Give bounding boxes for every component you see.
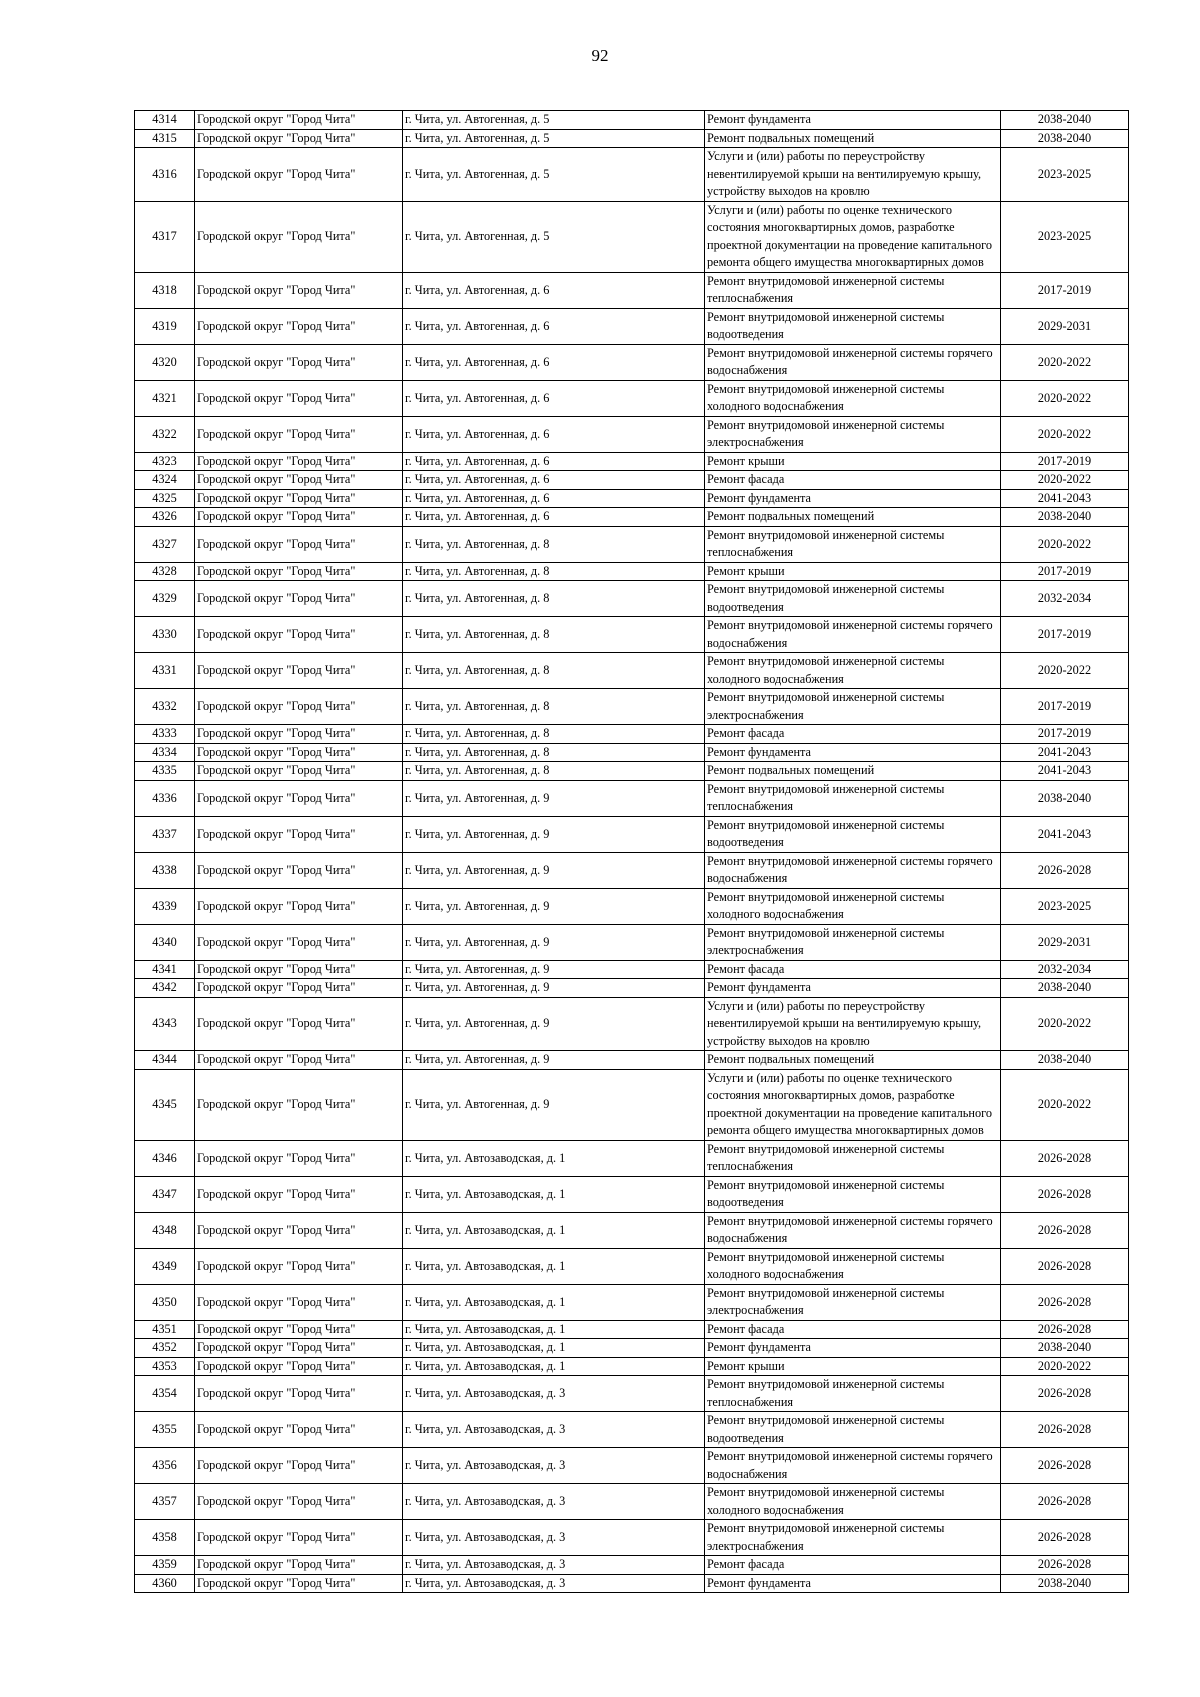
period-cell: 2020-2022 xyxy=(1001,344,1129,380)
row-number: 4341 xyxy=(135,960,195,979)
work-type-cell: Ремонт внутридомовой инженерной системы электроснабжения xyxy=(705,1520,1001,1556)
table-row xyxy=(135,308,1129,344)
address-cell: г. Чита, ул. Автогенная, д. 6 xyxy=(403,452,705,471)
work-type-cell: Ремонт фундамента xyxy=(705,1574,1001,1593)
municipality-cell: Городской округ "Город Чита" xyxy=(195,1051,403,1070)
municipality-cell: Городской округ "Город Чита" xyxy=(195,1248,403,1284)
period-cell: 2017-2019 xyxy=(1001,452,1129,471)
address-cell: г. Чита, ул. Автогенная, д. 8 xyxy=(403,762,705,781)
address-cell: г. Чита, ул. Автогенная, д. 5 xyxy=(403,129,705,148)
period-cell: 2026-2028 xyxy=(1001,1520,1129,1556)
row-number: 4359 xyxy=(135,1556,195,1575)
work-type-cell: Ремонт крыши xyxy=(705,562,1001,581)
period-cell: 2026-2028 xyxy=(1001,1212,1129,1248)
table-row xyxy=(135,508,1129,527)
row-number: 4319 xyxy=(135,308,195,344)
municipality-cell: Городской округ "Город Чита" xyxy=(195,1574,403,1593)
work-type-cell: Ремонт внутридомовой инженерной системы холодного водоснабжения xyxy=(705,1484,1001,1520)
address-cell: г. Чита, ул. Автозаводская, д. 1 xyxy=(403,1320,705,1339)
municipality-cell: Городской округ "Город Чита" xyxy=(195,1484,403,1520)
work-type-cell: Ремонт внутридомовой инженерной системы горячего водоснабжения xyxy=(705,617,1001,653)
work-type-cell: Ремонт подвальных помещений xyxy=(705,508,1001,527)
municipality-cell: Городской округ "Город Чита" xyxy=(195,852,403,888)
table-row xyxy=(135,852,1129,888)
address-cell: г. Чита, ул. Автогенная, д. 9 xyxy=(403,816,705,852)
municipality-cell: Городской округ "Город Чита" xyxy=(195,526,403,562)
address-cell: г. Чита, ул. Автозаводская, д. 3 xyxy=(403,1376,705,1412)
municipality-cell: Городской округ "Город Чита" xyxy=(195,1212,403,1248)
work-type-cell: Ремонт фасада xyxy=(705,471,1001,490)
period-cell: 2041-2043 xyxy=(1001,743,1129,762)
address-cell: г. Чита, ул. Автозаводская, д. 3 xyxy=(403,1574,705,1593)
period-cell: 2038-2040 xyxy=(1001,111,1129,130)
table-row xyxy=(135,344,1129,380)
table-row xyxy=(135,1556,1129,1575)
table-row xyxy=(135,1574,1129,1593)
work-type-cell: Ремонт фундамента xyxy=(705,743,1001,762)
row-number: 4346 xyxy=(135,1140,195,1176)
address-cell: г. Чита, ул. Автогенная, д. 9 xyxy=(403,780,705,816)
address-cell: г. Чита, ул. Автозаводская, д. 3 xyxy=(403,1556,705,1575)
period-cell: 2029-2031 xyxy=(1001,308,1129,344)
period-cell: 2017-2019 xyxy=(1001,562,1129,581)
period-cell: 2017-2019 xyxy=(1001,725,1129,744)
period-cell: 2026-2028 xyxy=(1001,1140,1129,1176)
municipality-cell: Городской округ "Город Чита" xyxy=(195,272,403,308)
period-cell: 2026-2028 xyxy=(1001,1248,1129,1284)
table-row xyxy=(135,960,1129,979)
address-cell: г. Чита, ул. Автогенная, д. 6 xyxy=(403,489,705,508)
table-row xyxy=(135,489,1129,508)
period-cell: 2026-2028 xyxy=(1001,852,1129,888)
work-type-cell: Ремонт внутридомовой инженерной системы водоотведения xyxy=(705,581,1001,617)
period-cell: 2026-2028 xyxy=(1001,1376,1129,1412)
work-type-cell: Ремонт внутридомовой инженерной системы водоотведения xyxy=(705,816,1001,852)
table-row xyxy=(135,1520,1129,1556)
work-type-cell: Услуги и (или) работы по оценке технического состояния многоквартирных домов, разработке проектной документации на проведение капитального ремонта общего имущества многоквартирных домов xyxy=(705,201,1001,272)
row-number: 4324 xyxy=(135,471,195,490)
row-number: 4326 xyxy=(135,508,195,527)
period-cell: 2038-2040 xyxy=(1001,1339,1129,1358)
row-number: 4352 xyxy=(135,1339,195,1358)
work-type-cell: Ремонт крыши xyxy=(705,452,1001,471)
municipality-cell: Городской округ "Город Чита" xyxy=(195,471,403,490)
row-number: 4339 xyxy=(135,888,195,924)
address-cell: г. Чита, ул. Автогенная, д. 9 xyxy=(403,1069,705,1140)
municipality-cell: Городской округ "Город Чита" xyxy=(195,816,403,852)
period-cell: 2026-2028 xyxy=(1001,1556,1129,1575)
municipality-cell: Городской округ "Город Чита" xyxy=(195,762,403,781)
table-row xyxy=(135,526,1129,562)
municipality-cell: Городской округ "Город Чита" xyxy=(195,780,403,816)
work-type-cell: Ремонт внутридомовой инженерной системы холодного водоснабжения xyxy=(705,380,1001,416)
work-type-cell: Ремонт внутридомовой инженерной системы теплоснабжения xyxy=(705,780,1001,816)
municipality-cell: Городской округ "Город Чита" xyxy=(195,1520,403,1556)
municipality-cell: Городской округ "Город Чита" xyxy=(195,452,403,471)
address-cell: г. Чита, ул. Автогенная, д. 8 xyxy=(403,526,705,562)
period-cell: 2026-2028 xyxy=(1001,1284,1129,1320)
row-number: 4320 xyxy=(135,344,195,380)
table-row xyxy=(135,1412,1129,1448)
work-type-cell: Ремонт внутридомовой инженерной системы водоотведения xyxy=(705,1176,1001,1212)
period-cell: 2026-2028 xyxy=(1001,1412,1129,1448)
municipality-cell: Городской округ "Город Чита" xyxy=(195,1320,403,1339)
municipality-cell: Городской округ "Город Чита" xyxy=(195,129,403,148)
period-cell: 2020-2022 xyxy=(1001,526,1129,562)
address-cell: г. Чита, ул. Автозаводская, д. 1 xyxy=(403,1357,705,1376)
municipality-cell: Городской округ "Город Чита" xyxy=(195,581,403,617)
row-number: 4323 xyxy=(135,452,195,471)
table-row xyxy=(135,725,1129,744)
period-cell: 2023-2025 xyxy=(1001,888,1129,924)
period-cell: 2020-2022 xyxy=(1001,416,1129,452)
row-number: 4344 xyxy=(135,1051,195,1070)
row-number: 4332 xyxy=(135,689,195,725)
work-type-cell: Ремонт внутридомовой инженерной системы горячего водоснабжения xyxy=(705,852,1001,888)
period-cell: 2017-2019 xyxy=(1001,689,1129,725)
address-cell: г. Чита, ул. Автозаводская, д. 3 xyxy=(403,1448,705,1484)
address-cell: г. Чита, ул. Автозаводская, д. 1 xyxy=(403,1339,705,1358)
period-cell: 2038-2040 xyxy=(1001,508,1129,527)
work-type-cell: Услуги и (или) работы по переустройству невентилируемой крыши на вентилируемую крышу, устройству выходов на кровлю xyxy=(705,997,1001,1051)
municipality-cell: Городской округ "Город Чита" xyxy=(195,416,403,452)
period-cell: 2023-2025 xyxy=(1001,148,1129,202)
address-cell: г. Чита, ул. Автогенная, д. 9 xyxy=(403,852,705,888)
municipality-cell: Городской округ "Город Чита" xyxy=(195,1556,403,1575)
row-number: 4350 xyxy=(135,1284,195,1320)
period-cell: 2020-2022 xyxy=(1001,1069,1129,1140)
address-cell: г. Чита, ул. Автогенная, д. 6 xyxy=(403,308,705,344)
row-number: 4356 xyxy=(135,1448,195,1484)
period-cell: 2020-2022 xyxy=(1001,653,1129,689)
municipality-cell: Городской округ "Город Чита" xyxy=(195,1412,403,1448)
address-cell: г. Чита, ул. Автогенная, д. 6 xyxy=(403,344,705,380)
table-row xyxy=(135,129,1129,148)
municipality-cell: Городской округ "Город Чита" xyxy=(195,308,403,344)
row-number: 4318 xyxy=(135,272,195,308)
address-cell: г. Чита, ул. Автогенная, д. 8 xyxy=(403,617,705,653)
work-type-cell: Ремонт внутридомовой инженерной системы горячего водоснабжения xyxy=(705,1448,1001,1484)
municipality-cell: Городской округ "Город Чита" xyxy=(195,1376,403,1412)
municipality-cell: Городской округ "Город Чита" xyxy=(195,1357,403,1376)
work-type-cell: Ремонт подвальных помещений xyxy=(705,129,1001,148)
work-type-cell: Ремонт внутридомовой инженерной системы теплоснабжения xyxy=(705,526,1001,562)
period-cell: 2026-2028 xyxy=(1001,1484,1129,1520)
work-type-cell: Ремонт внутридомовой инженерной системы горячего водоснабжения xyxy=(705,344,1001,380)
row-number: 4351 xyxy=(135,1320,195,1339)
work-type-cell: Услуги и (или) работы по оценке технического состояния многоквартирных домов, разработке проектной документации на проведение капитального ремонта общего имущества многоквартирных домов xyxy=(705,1069,1001,1140)
address-cell: г. Чита, ул. Автозаводская, д. 1 xyxy=(403,1140,705,1176)
address-cell: г. Чита, ул. Автогенная, д. 9 xyxy=(403,888,705,924)
period-cell: 2038-2040 xyxy=(1001,979,1129,998)
work-type-cell: Ремонт внутридомовой инженерной системы теплоснабжения xyxy=(705,272,1001,308)
table-row xyxy=(135,380,1129,416)
period-cell: 2017-2019 xyxy=(1001,272,1129,308)
municipality-cell: Городской округ "Город Чита" xyxy=(195,924,403,960)
table-row xyxy=(135,1484,1129,1520)
period-cell: 2038-2040 xyxy=(1001,780,1129,816)
work-type-cell: Ремонт внутридомовой инженерной системы электроснабжения xyxy=(705,1284,1001,1320)
work-type-cell: Ремонт внутридомовой инженерной системы электроснабжения xyxy=(705,689,1001,725)
address-cell: г. Чита, ул. Автогенная, д. 9 xyxy=(403,1051,705,1070)
row-number: 4342 xyxy=(135,979,195,998)
row-number: 4316 xyxy=(135,148,195,202)
row-number: 4348 xyxy=(135,1212,195,1248)
work-type-cell: Ремонт внутридомовой инженерной системы горячего водоснабжения xyxy=(705,1212,1001,1248)
municipality-cell: Городской округ "Город Чита" xyxy=(195,1176,403,1212)
table-row xyxy=(135,1212,1129,1248)
municipality-cell: Городской округ "Город Чита" xyxy=(195,1140,403,1176)
period-cell: 2020-2022 xyxy=(1001,380,1129,416)
row-number: 4354 xyxy=(135,1376,195,1412)
address-cell: г. Чита, ул. Автозаводская, д. 3 xyxy=(403,1484,705,1520)
table-row xyxy=(135,471,1129,490)
work-type-cell: Ремонт внутридомовой инженерной системы холодного водоснабжения xyxy=(705,1248,1001,1284)
work-type-cell: Ремонт фасада xyxy=(705,1556,1001,1575)
address-cell: г. Чита, ул. Автозаводская, д. 3 xyxy=(403,1412,705,1448)
period-cell: 2026-2028 xyxy=(1001,1448,1129,1484)
page-number: 92 xyxy=(591,46,609,65)
work-type-cell: Ремонт крыши xyxy=(705,1357,1001,1376)
municipality-cell: Городской округ "Город Чита" xyxy=(195,725,403,744)
address-cell: г. Чита, ул. Автогенная, д. 8 xyxy=(403,743,705,762)
period-cell: 2023-2025 xyxy=(1001,201,1129,272)
address-cell: г. Чита, ул. Автозаводская, д. 1 xyxy=(403,1284,705,1320)
row-number: 4325 xyxy=(135,489,195,508)
address-cell: г. Чита, ул. Автогенная, д. 8 xyxy=(403,653,705,689)
table-row xyxy=(135,581,1129,617)
table-row xyxy=(135,1339,1129,1358)
period-cell: 2026-2028 xyxy=(1001,1320,1129,1339)
work-type-cell: Ремонт подвальных помещений xyxy=(705,762,1001,781)
row-number: 4315 xyxy=(135,129,195,148)
row-number: 4360 xyxy=(135,1574,195,1593)
period-cell: 2020-2022 xyxy=(1001,471,1129,490)
work-type-cell: Ремонт фасада xyxy=(705,1320,1001,1339)
row-number: 4331 xyxy=(135,653,195,689)
row-number: 4322 xyxy=(135,416,195,452)
period-cell: 2026-2028 xyxy=(1001,1176,1129,1212)
table-row xyxy=(135,562,1129,581)
address-cell: г. Чита, ул. Автогенная, д. 6 xyxy=(403,380,705,416)
work-type-cell: Ремонт фундамента xyxy=(705,489,1001,508)
table-row xyxy=(135,1069,1129,1140)
row-number: 4321 xyxy=(135,380,195,416)
address-cell: г. Чита, ул. Автогенная, д. 8 xyxy=(403,562,705,581)
work-type-cell: Ремонт внутридомовой инженерной системы водоотведения xyxy=(705,308,1001,344)
table-row xyxy=(135,1176,1129,1212)
period-cell: 2041-2043 xyxy=(1001,489,1129,508)
municipality-cell: Городской округ "Город Чита" xyxy=(195,617,403,653)
work-type-cell: Услуги и (или) работы по переустройству невентилируемой крыши на вентилируемую крышу, устройству выходов на кровлю xyxy=(705,148,1001,202)
municipality-cell: Городской округ "Город Чита" xyxy=(195,1069,403,1140)
address-cell: г. Чита, ул. Автозаводская, д. 1 xyxy=(403,1248,705,1284)
row-number: 4340 xyxy=(135,924,195,960)
table-row xyxy=(135,1320,1129,1339)
table-row xyxy=(135,201,1129,272)
row-number: 4338 xyxy=(135,852,195,888)
period-cell: 2038-2040 xyxy=(1001,129,1129,148)
table-row xyxy=(135,762,1129,781)
table-row xyxy=(135,888,1129,924)
period-cell: 2041-2043 xyxy=(1001,816,1129,852)
row-number: 4349 xyxy=(135,1248,195,1284)
municipality-cell: Городской округ "Город Чита" xyxy=(195,508,403,527)
row-number: 4328 xyxy=(135,562,195,581)
period-cell: 2038-2040 xyxy=(1001,1051,1129,1070)
row-number: 4333 xyxy=(135,725,195,744)
row-number: 4347 xyxy=(135,1176,195,1212)
table-row xyxy=(135,1140,1129,1176)
address-cell: г. Чита, ул. Автогенная, д. 9 xyxy=(403,960,705,979)
table-row xyxy=(135,1284,1129,1320)
row-number: 4357 xyxy=(135,1484,195,1520)
work-type-cell: Ремонт внутридомовой инженерной системы водоотведения xyxy=(705,1412,1001,1448)
address-cell: г. Чита, ул. Автогенная, д. 8 xyxy=(403,581,705,617)
municipality-cell: Городской округ "Город Чита" xyxy=(195,743,403,762)
work-type-cell: Ремонт фундамента xyxy=(705,1339,1001,1358)
municipality-cell: Городской округ "Город Чита" xyxy=(195,979,403,998)
row-number: 4355 xyxy=(135,1412,195,1448)
work-type-cell: Ремонт подвальных помещений xyxy=(705,1051,1001,1070)
municipality-cell: Городской округ "Город Чита" xyxy=(195,960,403,979)
municipality-cell: Городской округ "Город Чита" xyxy=(195,888,403,924)
table-row xyxy=(135,1357,1129,1376)
municipality-cell: Городской округ "Город Чита" xyxy=(195,489,403,508)
work-type-cell: Ремонт фундамента xyxy=(705,111,1001,130)
municipality-cell: Городской округ "Город Чита" xyxy=(195,997,403,1051)
address-cell: г. Чита, ул. Автогенная, д. 8 xyxy=(403,689,705,725)
row-number: 4334 xyxy=(135,743,195,762)
municipality-cell: Городской округ "Город Чита" xyxy=(195,1339,403,1358)
municipality-cell: Городской округ "Город Чита" xyxy=(195,689,403,725)
address-cell: г. Чита, ул. Автозаводская, д. 1 xyxy=(403,1176,705,1212)
row-number: 4327 xyxy=(135,526,195,562)
table-row xyxy=(135,1448,1129,1484)
period-cell: 2041-2043 xyxy=(1001,762,1129,781)
table-row xyxy=(135,111,1129,130)
row-number: 4317 xyxy=(135,201,195,272)
table-row xyxy=(135,743,1129,762)
address-cell: г. Чита, ул. Автогенная, д. 9 xyxy=(403,979,705,998)
address-cell: г. Чита, ул. Автогенная, д. 9 xyxy=(403,997,705,1051)
period-cell: 2020-2022 xyxy=(1001,997,1129,1051)
row-number: 4353 xyxy=(135,1357,195,1376)
row-number: 4343 xyxy=(135,997,195,1051)
work-type-cell: Ремонт внутридомовой инженерной системы теплоснабжения xyxy=(705,1140,1001,1176)
table-body xyxy=(135,111,1129,1593)
row-number: 4329 xyxy=(135,581,195,617)
table-row xyxy=(135,924,1129,960)
period-cell: 2020-2022 xyxy=(1001,1357,1129,1376)
table-row xyxy=(135,1051,1129,1070)
table-row xyxy=(135,979,1129,998)
municipality-cell: Городской округ "Город Чита" xyxy=(195,380,403,416)
period-cell: 2032-2034 xyxy=(1001,581,1129,617)
work-type-cell: Ремонт фасада xyxy=(705,960,1001,979)
period-cell: 2017-2019 xyxy=(1001,617,1129,653)
table-row xyxy=(135,780,1129,816)
row-number: 4336 xyxy=(135,780,195,816)
table-row xyxy=(135,816,1129,852)
municipality-cell: Городской округ "Город Чита" xyxy=(195,562,403,581)
address-cell: г. Чита, ул. Автозаводская, д. 1 xyxy=(403,1212,705,1248)
address-cell: г. Чита, ул. Автогенная, д. 6 xyxy=(403,416,705,452)
address-cell: г. Чита, ул. Автогенная, д. 5 xyxy=(403,111,705,130)
table-row xyxy=(135,689,1129,725)
table-row xyxy=(135,148,1129,202)
municipality-cell: Городской округ "Город Чита" xyxy=(195,344,403,380)
table-row xyxy=(135,416,1129,452)
row-number: 4358 xyxy=(135,1520,195,1556)
work-type-cell: Ремонт внутридомовой инженерной системы холодного водоснабжения xyxy=(705,653,1001,689)
work-type-cell: Ремонт фундамента xyxy=(705,979,1001,998)
municipality-cell: Городской округ "Город Чита" xyxy=(195,201,403,272)
row-number: 4314 xyxy=(135,111,195,130)
work-type-cell: Ремонт внутридомовой инженерной системы электроснабжения xyxy=(705,924,1001,960)
row-number: 4345 xyxy=(135,1069,195,1140)
table-row xyxy=(135,1248,1129,1284)
municipality-cell: Городской округ "Город Чита" xyxy=(195,148,403,202)
address-cell: г. Чита, ул. Автогенная, д. 8 xyxy=(403,725,705,744)
work-type-cell: Ремонт фасада xyxy=(705,725,1001,744)
address-cell: г. Чита, ул. Автогенная, д. 5 xyxy=(403,201,705,272)
table-row xyxy=(135,1376,1129,1412)
table-row xyxy=(135,653,1129,689)
address-cell: г. Чита, ул. Автогенная, д. 6 xyxy=(403,508,705,527)
repair-program-table xyxy=(134,110,1129,1593)
period-cell: 2038-2040 xyxy=(1001,1574,1129,1593)
row-number: 4337 xyxy=(135,816,195,852)
municipality-cell: Городской округ "Город Чита" xyxy=(195,1448,403,1484)
municipality-cell: Городской округ "Город Чита" xyxy=(195,653,403,689)
table-row xyxy=(135,997,1129,1051)
address-cell: г. Чита, ул. Автогенная, д. 6 xyxy=(403,471,705,490)
table-row xyxy=(135,452,1129,471)
period-cell: 2032-2034 xyxy=(1001,960,1129,979)
work-type-cell: Ремонт внутридомовой инженерной системы электроснабжения xyxy=(705,416,1001,452)
period-cell: 2029-2031 xyxy=(1001,924,1129,960)
address-cell: г. Чита, ул. Автозаводская, д. 3 xyxy=(403,1520,705,1556)
row-number: 4335 xyxy=(135,762,195,781)
work-type-cell: Ремонт внутридомовой инженерной системы теплоснабжения xyxy=(705,1376,1001,1412)
municipality-cell: Городской округ "Город Чита" xyxy=(195,1284,403,1320)
table-row xyxy=(135,272,1129,308)
address-cell: г. Чита, ул. Автогенная, д. 6 xyxy=(403,272,705,308)
row-number: 4330 xyxy=(135,617,195,653)
work-type-cell: Ремонт внутридомовой инженерной системы холодного водоснабжения xyxy=(705,888,1001,924)
address-cell: г. Чита, ул. Автогенная, д. 5 xyxy=(403,148,705,202)
municipality-cell: Городской округ "Город Чита" xyxy=(195,111,403,130)
address-cell: г. Чита, ул. Автогенная, д. 9 xyxy=(403,924,705,960)
table-row xyxy=(135,617,1129,653)
